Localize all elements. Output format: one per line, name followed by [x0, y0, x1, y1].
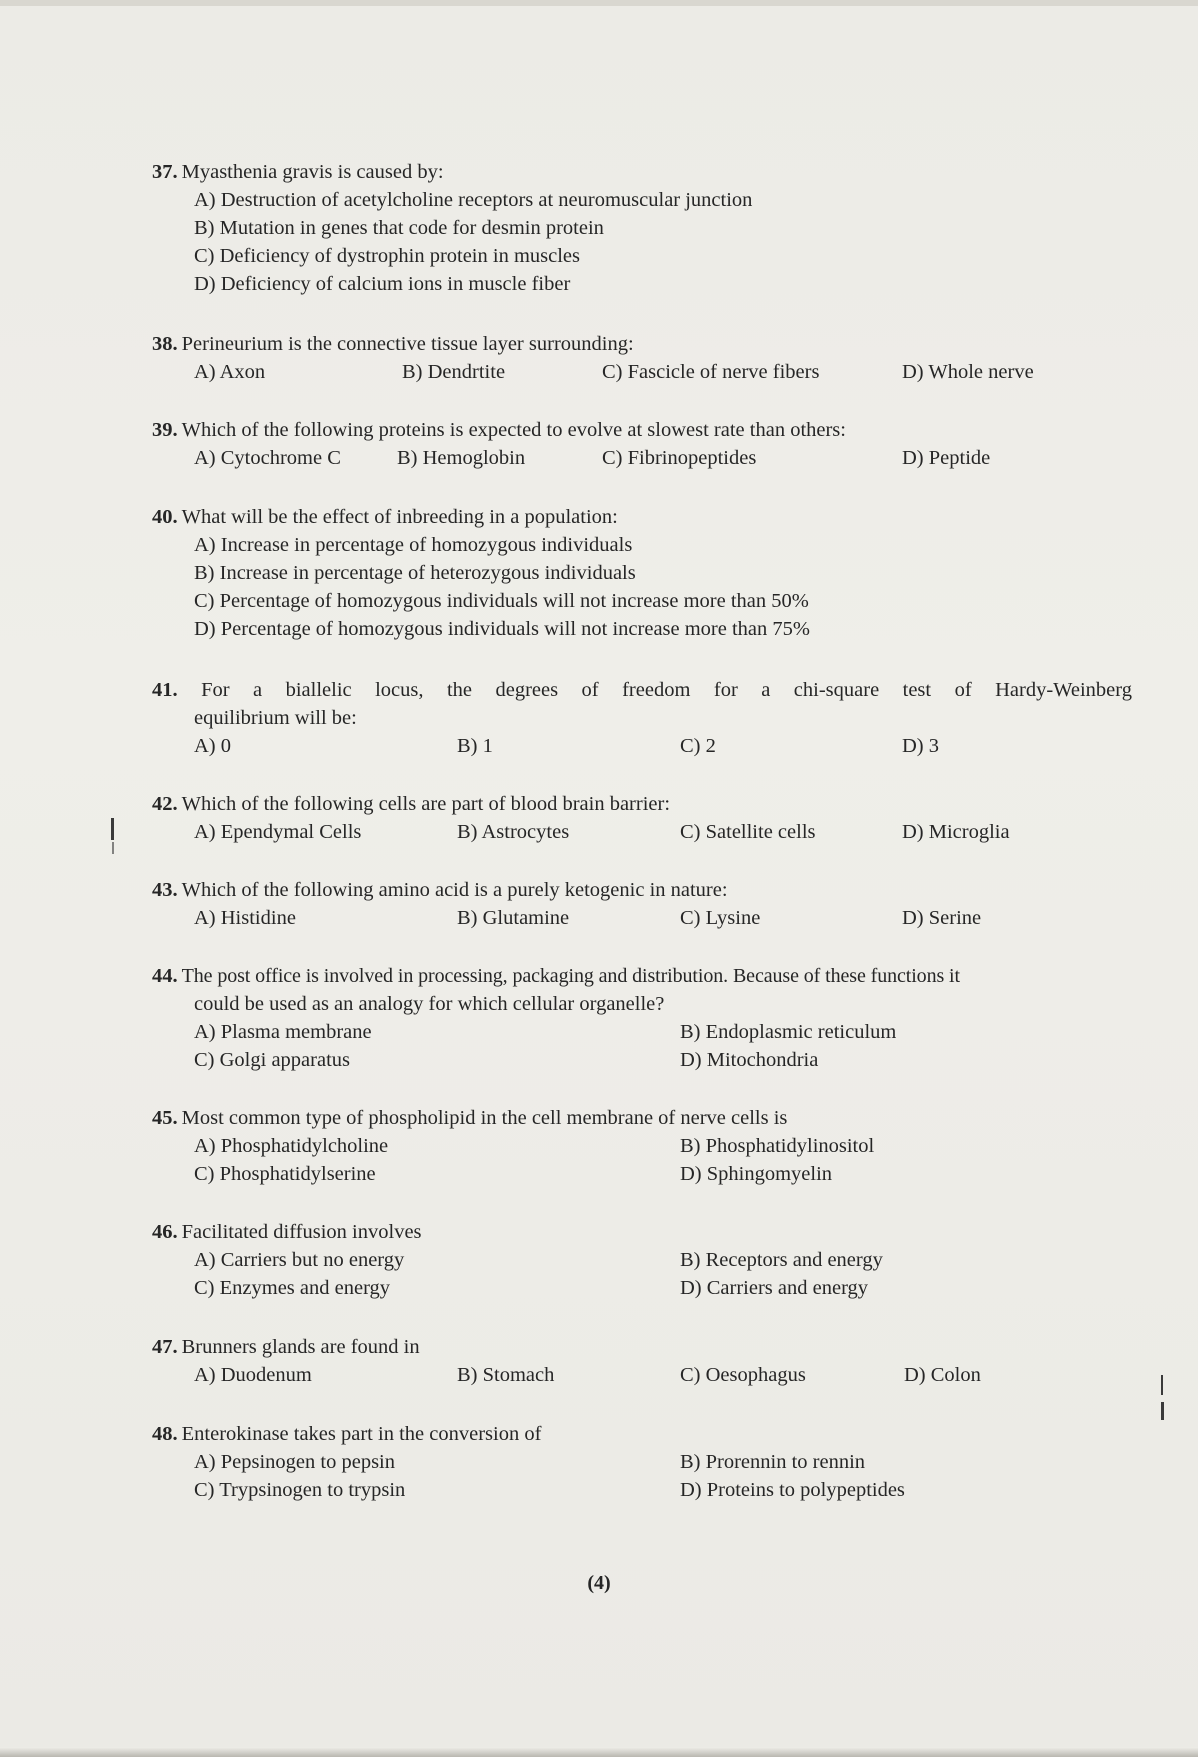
scan-top-edge	[0, 0, 1198, 6]
option-c: C) Deficiency of dystrophin protein in muscles	[194, 245, 580, 267]
option-c: C) Percentage of homozygous individuals will not increase more than 50%	[194, 590, 809, 612]
option-d: D) Proteins to polypeptides	[680, 1479, 905, 1501]
option-d: D) Carriers and energy	[680, 1277, 869, 1299]
option-a: A) Phosphatidylcholine	[194, 1135, 389, 1157]
scan-bottom-edge	[0, 1747, 1198, 1757]
option-b: B) Receptors and energy	[680, 1249, 883, 1271]
option-c: C) Satellite cells	[680, 821, 816, 843]
question-number: 43.	[152, 879, 178, 901]
question-number: 38.	[152, 333, 178, 355]
option-b: B) Astrocytes	[457, 821, 570, 843]
question-text: Most common type of phospholipid in the cell membrane of nerve cells is	[181, 1107, 788, 1129]
margin-mark-right	[1161, 1375, 1163, 1395]
question-number: 41.	[152, 679, 178, 701]
option-d: D) Sphingomyelin	[680, 1163, 833, 1185]
option-c: C) Golgi apparatus	[194, 1049, 350, 1071]
option-d: D) Whole nerve	[902, 361, 1034, 383]
question-37	[152, 158, 752, 298]
question-48	[152, 1420, 905, 1504]
question-41	[152, 676, 1132, 760]
question-number: 44.	[152, 965, 178, 987]
question-40	[152, 503, 810, 643]
option-d: D) Mitochondria	[680, 1049, 819, 1071]
option-a: A) Carriers but no energy	[194, 1249, 405, 1271]
question-text-continued: equilibrium will be:	[194, 707, 357, 729]
question-39	[152, 416, 991, 472]
question-46	[152, 1218, 883, 1302]
question-43	[152, 876, 982, 932]
question-number: 40.	[152, 506, 178, 528]
margin-mark-left	[111, 818, 114, 840]
question-45	[152, 1104, 875, 1188]
question-38	[152, 330, 1034, 386]
option-b: B) Phosphatidylinositol	[680, 1135, 875, 1157]
option-b: B) Hemoglobin	[397, 447, 526, 469]
margin-mark-left-tail	[112, 842, 114, 854]
question-text: For a biallelic locus, the degrees of freedom for a chi-square test of Hardy-Weinberg	[201, 679, 1132, 701]
option-b: B) Stomach	[457, 1364, 555, 1386]
option-a: A) Ependymal Cells	[194, 821, 362, 843]
question-number: 42.	[152, 793, 178, 815]
page-number: (4)	[587, 1572, 611, 1594]
option-c: C) Fibrinopeptides	[602, 447, 757, 469]
question-text: Myasthenia gravis is caused by:	[181, 161, 444, 183]
option-b: B) Increase in percentage of heterozygous individuals	[194, 562, 636, 584]
option-a: A) Axon	[194, 361, 266, 383]
option-d: D) 3	[902, 735, 940, 757]
margin-mark-right-lower	[1161, 1402, 1164, 1420]
option-b: B) Endoplasmic reticulum	[680, 1021, 897, 1043]
question-text: Which of the following cells are part of blood brain barrier:	[181, 793, 671, 815]
option-a: A) 0	[194, 735, 232, 757]
question-number: 48.	[152, 1423, 178, 1445]
question-text: Which of the following amino acid is a purely ketogenic in nature:	[181, 879, 728, 901]
option-c: C) 2	[680, 735, 716, 757]
question-text: Brunners glands are found in	[181, 1336, 420, 1358]
option-a: A) Histidine	[194, 907, 296, 929]
question-text: The post office is involved in processing, packaging and distribution. Because of these functions it	[181, 965, 960, 987]
question-text: Perineurium is the connective tissue layer surrounding:	[181, 333, 634, 355]
question-text-continued: could be used as an analogy for which cellular organelle?	[194, 993, 665, 1015]
option-d: D) Microglia	[902, 821, 1010, 843]
option-b: B) 1	[457, 735, 493, 757]
option-d: D) Colon	[904, 1364, 981, 1386]
question-47	[152, 1333, 981, 1389]
question-text: Facilitated diffusion involves	[181, 1221, 422, 1243]
question-text: What will be the effect of inbreeding in a population:	[181, 506, 618, 528]
option-d: D) Percentage of homozygous individuals will not increase more than 75%	[194, 618, 810, 640]
option-a: A) Plasma membrane	[194, 1021, 372, 1043]
option-c: C) Enzymes and energy	[194, 1277, 391, 1299]
option-a: A) Pepsinogen to pepsin	[194, 1451, 395, 1473]
option-a: A) Cytochrome C	[194, 447, 341, 469]
question-42	[152, 790, 1010, 846]
question-number: 46.	[152, 1221, 178, 1243]
option-a: A) Duodenum	[194, 1364, 312, 1386]
question-44	[152, 962, 960, 1074]
question-text: Enterokinase takes part in the conversion of	[181, 1423, 542, 1445]
option-a: A) Destruction of acetylcholine receptors at neuromuscular junction	[194, 189, 753, 211]
question-number: 37.	[152, 161, 178, 183]
option-c: C) Fascicle of nerve fibers	[602, 361, 820, 383]
option-a: A) Increase in percentage of homozygous individuals	[194, 534, 633, 556]
option-c: C) Lysine	[680, 907, 761, 929]
option-b: B) Prorennin to rennin	[680, 1451, 866, 1473]
option-b: B) Dendrtite	[402, 361, 506, 383]
question-text: Which of the following proteins is expected to evolve at slowest rate than others:	[181, 419, 846, 441]
option-c: C) Phosphatidylserine	[194, 1163, 376, 1185]
option-b: B) Mutation in genes that code for desmin protein	[194, 217, 604, 239]
option-d: D) Deficiency of calcium ions in muscle fiber	[194, 273, 571, 295]
question-number: 47.	[152, 1336, 178, 1358]
option-c: C) Trypsinogen to trypsin	[194, 1479, 406, 1501]
question-number: 45.	[152, 1107, 178, 1129]
option-d: D) Serine	[902, 907, 982, 929]
option-b: B) Glutamine	[457, 907, 570, 929]
option-c: C) Oesophagus	[680, 1364, 806, 1386]
option-d: D) Peptide	[902, 447, 991, 469]
question-number: 39.	[152, 419, 178, 441]
